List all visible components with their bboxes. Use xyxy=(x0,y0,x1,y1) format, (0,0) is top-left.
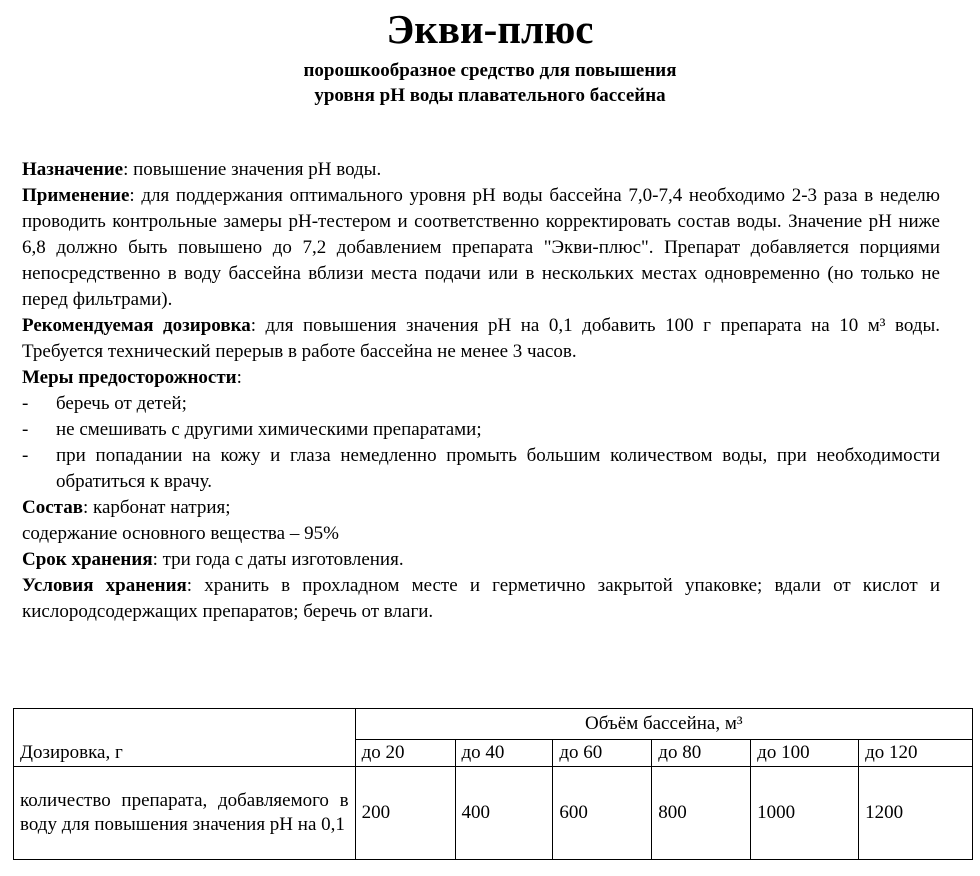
document-title: Экви-плюс xyxy=(386,6,594,52)
precaution-item-text: не смешивать с другими химическими препаратами; xyxy=(56,419,482,440)
value-cell: 1000 xyxy=(751,767,859,860)
value-cell: 400 xyxy=(455,767,553,860)
storage-text: : хранить в прохладном месте и герметично закрытой упаковке; вдали от кислот и кислородсодержащих препаратов; беречь от влаги. xyxy=(22,575,940,622)
shelf-life-text: : три года с даты изготовления. xyxy=(152,549,404,570)
dosage-table xyxy=(13,708,973,860)
precautions-heading xyxy=(22,365,940,391)
precaution-item xyxy=(22,391,940,417)
value-cell: 1200 xyxy=(859,767,973,860)
column-header-cell: до 60 xyxy=(553,740,652,767)
document-subtitle xyxy=(0,58,980,108)
precaution-item-text: при попадании на кожу и глаза немедленно промыть большим количеством воды, при необходимости обратиться к врачу. xyxy=(56,445,940,492)
composition-label: Состав xyxy=(22,497,83,518)
column-header-cell: до 120 xyxy=(859,740,973,767)
purpose-text: : повышение значения pH воды. xyxy=(123,159,382,180)
column-header-cell: до 20 xyxy=(355,740,455,767)
column-header-cell: до 40 xyxy=(455,740,553,767)
composition-text: : карбонат натрия; xyxy=(82,497,231,518)
value-cell: 800 xyxy=(652,767,751,860)
purpose-label: Назначение xyxy=(22,159,124,180)
dosage-label: Рекомендуемая дозировка xyxy=(22,315,251,336)
precautions-colon: : xyxy=(236,367,242,388)
storage-label: Условия хранения xyxy=(22,575,187,596)
composition-content-line: содержание основного вещества – 95% xyxy=(22,523,339,544)
value-cell: 200 xyxy=(355,767,455,860)
precaution-item-text: беречь от детей; xyxy=(56,393,187,414)
shelf-life-label: Срок хранения xyxy=(22,549,153,570)
composition-paragraph xyxy=(22,495,940,521)
precaution-item xyxy=(22,443,940,495)
precaution-item xyxy=(22,417,940,443)
list-dash: - xyxy=(22,419,29,440)
list-dash: - xyxy=(22,393,29,414)
dosage-text: : для повышения значения pH на 0,1 добавить 100 г препарата на 10 м³ воды. Требуется технический перерыв в работе бассейна не менее 3 часов. xyxy=(22,315,940,362)
usage-paragraph xyxy=(22,183,940,313)
usage-text: : для поддержания оптимального уровня pH воды бассейна 7,0-7,4 необходимо 2-3 раза в неделю проводить контрольные замеры pH-тестером и соответственно корректировать состав воды. Значение pH ниже 6,8 должно быть повышено до 7,2 добавлением препарата "Экви-плюс". Препарат добавляется порциями непосредственно в воду бассейна вблизи места подачи или в нескольких местах одновременно (но только не перед фильтрами). xyxy=(22,185,940,310)
dosage-paragraph xyxy=(22,313,940,365)
storage-paragraph xyxy=(22,573,940,625)
value-cell: 600 xyxy=(553,767,652,860)
list-dash: - xyxy=(22,445,29,466)
volume-header-cell: Объём бассейна, м³ xyxy=(355,709,972,740)
row-header-cell: Дозировка, г xyxy=(14,709,356,767)
precautions-label: Меры предосторожности xyxy=(22,367,237,388)
subtitle-line-2: уровня pH воды плавательного бассейна xyxy=(314,85,666,106)
purpose-paragraph xyxy=(22,157,940,183)
column-header-cell: до 80 xyxy=(652,740,751,767)
row-label-cell: количество препарата, добавляемого в воду для повышения значения pH на 0,1 xyxy=(14,767,356,860)
subtitle-line-1: порошкообразное средство для повышения xyxy=(303,60,677,81)
usage-label: Применение xyxy=(22,185,130,206)
shelf-life-paragraph xyxy=(22,547,940,573)
column-header-cell: до 100 xyxy=(751,740,859,767)
document-body xyxy=(22,157,940,625)
